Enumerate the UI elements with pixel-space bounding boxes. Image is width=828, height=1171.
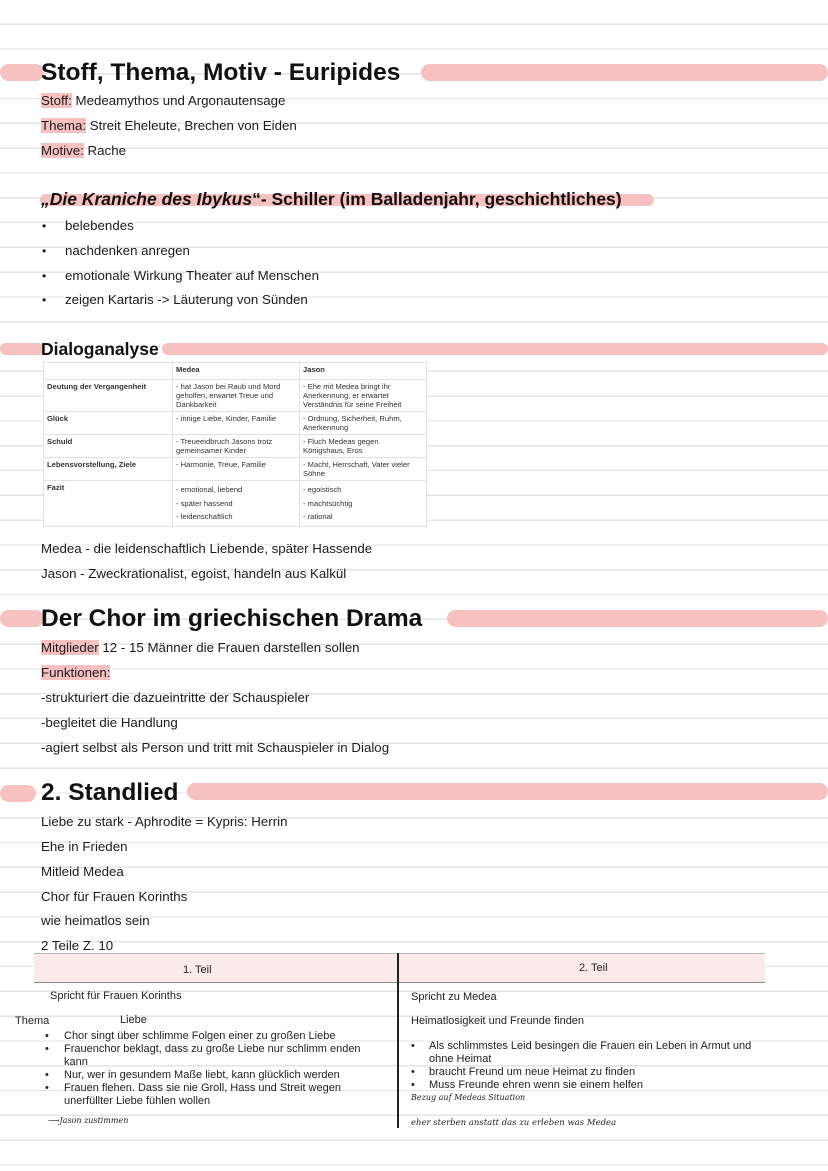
dialog-header-jason: Jason — [300, 363, 427, 380]
table-row — [44, 481, 427, 527]
thema-row-label: Thema — [15, 1015, 50, 1027]
standlied-table-top-border — [34, 953, 765, 954]
cell-line: - innige Liebe, Kinder, Familie — [176, 414, 277, 423]
teil1-thema: Liebe — [120, 1014, 147, 1026]
teil2-handnote-1: Bezug auf Medeas Situation — [411, 1093, 526, 1102]
jason-cell — [300, 412, 427, 435]
standlied-highlight-left — [0, 785, 36, 802]
standlied-table-header-border — [34, 982, 765, 983]
jason-cell — [300, 458, 427, 481]
kraniche-title — [41, 188, 622, 210]
medea-cell — [173, 412, 300, 435]
cell-line: - später hassend — [176, 498, 233, 508]
cell-line: geholfen, erwartet Treue und — [176, 391, 274, 400]
teil2-bullet-dot: • — [411, 1040, 415, 1052]
cell-line: - Harmonie, Treue, Familie — [176, 460, 266, 469]
cell-line: - Macht, Herrschaft, Vater vieler — [303, 460, 410, 469]
standlied-table-divider — [397, 953, 399, 1128]
cell-line: - leidenschaftlich — [176, 512, 233, 521]
dialog-summary-medea: Medea - die leidenschaftlich Liebende, später Hassende — [41, 541, 373, 556]
row-label: Deutung der Vergangenheit — [44, 380, 173, 412]
teil1-bullet-2: Frauenchor beklagt, dass zu große Liebe nur schlimm enden kann — [64, 1043, 361, 1068]
cell-line: Verständnis für seine Freiheit — [303, 400, 402, 409]
dialog-header-medea: Medea — [173, 363, 300, 380]
standlied-highlight-right — [187, 783, 828, 800]
dialog-table — [43, 362, 427, 527]
kraniche-bullet-4: zeigen Kartaris -> Läuterung von Sünden — [65, 292, 308, 307]
teil1-handnote: ⟶Jason zustimmen — [48, 1116, 129, 1125]
stoff-value: Medeamythos und Argonautensage — [71, 93, 286, 108]
jason-cell — [300, 380, 427, 412]
thema-label: Thema: — [41, 118, 87, 133]
standlied-title: 2. Standlied — [41, 779, 179, 806]
table-row — [44, 380, 427, 412]
teil1-bullet-dot: • — [45, 1069, 49, 1081]
standlied-table-header-bg — [34, 953, 765, 983]
standlied-line-6: 2 Teile Z. 10 — [41, 938, 114, 953]
mitglieder-value: 12 - 15 Männer die Frauen darstellen sollen — [98, 640, 360, 655]
standlied-line-1: Liebe zu stark - Aphrodite = Kypris: Herrin — [41, 814, 288, 829]
dialog-summary-jason: Jason - Zweckrationalist, egoist, handeln aus Kalkül — [41, 566, 347, 581]
chor-line-2: -begleitet die Handlung — [41, 715, 178, 730]
stoff-line — [41, 93, 285, 109]
teil1-subtitle: Spricht für Frauen Korinths — [50, 990, 182, 1002]
mitglieder-line — [41, 640, 360, 656]
cell-line: - Fluch Medeas gegen — [303, 437, 379, 446]
cell-line: - emotional, liebend — [176, 485, 243, 494]
bullet-dot-1: • — [42, 219, 47, 233]
teil1-bullet-3: Nur, wer in gesundem Maße liebt, kann glücklich werden — [64, 1069, 340, 1081]
section-title-stoff: Stoff, Thema, Motiv - Euripides — [41, 59, 401, 86]
cell-line: gemeinsamer Kinder — [176, 446, 247, 455]
teil2-bullet-1: Als schlimmstes Leid besingen die Frauen ein Leben in Armut und ohne Heimat — [429, 1040, 752, 1065]
teil1-bullet-dot: • — [45, 1043, 49, 1055]
cell-line: - Ordnung, Sicherheit, Ruhm, — [303, 414, 402, 423]
title-highlight-left — [0, 64, 44, 81]
teil2-header: 2. Teil — [579, 962, 608, 974]
kraniche-title-italic: „Die Kraniche des Ibykus — [41, 189, 253, 209]
table-row — [44, 458, 427, 481]
cell-line: Anerkennung — [303, 423, 349, 432]
row-label: Fazit — [44, 481, 173, 527]
teil1-bullet-dot: • — [45, 1030, 49, 1042]
cell-line: - machtsüchtig — [303, 498, 353, 508]
thema-value: Streit Eheleute, Brechen von Eiden — [86, 118, 297, 133]
teil1-header: 1. Teil — [183, 964, 212, 976]
standlied-line-3: Mitleid Medea — [41, 864, 124, 879]
dialog-header-empty — [44, 363, 173, 380]
teil2-subtitle: Spricht zu Medea — [411, 991, 497, 1003]
dialog-highlight-left — [0, 343, 44, 355]
cell-line: - Treueeidbruch Jasons trotz — [176, 437, 273, 446]
standlied-line-4: Chor für Frauen Korinths — [41, 889, 188, 904]
mitglieder-label: Mitglieder — [41, 640, 99, 655]
teil2-thema: Heimatlosigkeit und Freunde finden — [411, 1015, 585, 1027]
teil2-handnote-2: eher sterben anstatt das zu erleben was Medea — [411, 1118, 617, 1128]
standlied-line-2: Ehe in Frieden — [41, 839, 128, 854]
bullet-dot-2: • — [42, 244, 47, 258]
row-label: Lebensvorstellung, Ziele — [44, 458, 173, 481]
chor-line-1: -strukturiert die dazueintritte der Schauspieler — [41, 690, 310, 705]
cell-line: - rational — [303, 512, 333, 521]
kraniche-bullet-2: nachdenken anregen — [65, 243, 190, 258]
dialog-highlight-right — [162, 343, 828, 355]
kraniche-title-rest: “- Schiller (im Balladenjahr, geschichtliches) — [252, 189, 622, 209]
motive-line — [41, 143, 126, 159]
medea-cell — [173, 435, 300, 458]
funktionen-line — [41, 665, 110, 681]
cell-line: Anerkennung, er erwartet — [303, 391, 389, 400]
chor-highlight-left — [0, 610, 44, 627]
teil1-bullet-1: Chor singt über schlimme Folgen einer zu großen Liebe — [64, 1030, 336, 1042]
stoff-label: Stoff: — [41, 93, 72, 108]
table-row — [44, 435, 427, 458]
cell-line: - egoistisch — [303, 485, 342, 494]
motive-value: Rache — [83, 143, 126, 158]
chor-title: Der Chor im griechischen Drama — [41, 605, 423, 632]
title-highlight-right — [421, 64, 828, 81]
thema-line — [41, 118, 297, 134]
cell-line: Söhne — [303, 469, 325, 478]
teil2-bullet-3: Muss Freunde ehren wenn sie einem helfen — [429, 1079, 644, 1091]
row-label: Glück — [44, 412, 173, 435]
medea-cell — [173, 380, 300, 412]
standlied-line-5: wie heimatlos sein — [41, 913, 150, 928]
cell-line: - hat Jason bei Raub und Mord — [176, 382, 281, 391]
kraniche-bullet-3: emotionale Wirkung Theater auf Menschen — [65, 268, 320, 283]
kraniche-bullet-1: belebendes — [65, 218, 134, 233]
teil1-bullet-dot: • — [45, 1082, 49, 1094]
chor-highlight-right — [447, 610, 828, 627]
cell-line: - Ehe mit Medea bringt ihr — [303, 382, 391, 391]
cell-line: Dankbarkeit — [176, 400, 217, 409]
dialog-title: Dialoganalyse — [41, 339, 159, 359]
teil1-bullet-4: Frauen flehen. Dass sie nie Groll, Hass und Streit wegen unerfüllter Liebe fühlen wollen — [64, 1082, 341, 1107]
table-row — [44, 412, 427, 435]
bullet-dot-3: • — [42, 269, 47, 283]
medea-cell — [173, 458, 300, 481]
motive-label: Motive: — [41, 143, 84, 158]
dialog-table-header — [44, 363, 427, 380]
row-label: Schuld — [44, 435, 173, 458]
teil2-bullet-2: braucht Freund um neue Heimat zu finden — [429, 1066, 636, 1078]
chor-line-3: -agiert selbst als Person und tritt mit Schauspieler in Dialog — [41, 740, 390, 755]
jason-cell — [300, 435, 427, 458]
teil2-bullet-dot: • — [411, 1066, 415, 1078]
jason-cell — [300, 481, 427, 527]
funktionen-label: Funktionen: — [41, 665, 111, 680]
cell-line: Königshaus, Eros — [303, 446, 363, 455]
medea-cell — [173, 481, 300, 527]
bullet-dot-4: • — [42, 293, 47, 307]
teil2-bullet-dot: • — [411, 1079, 415, 1091]
